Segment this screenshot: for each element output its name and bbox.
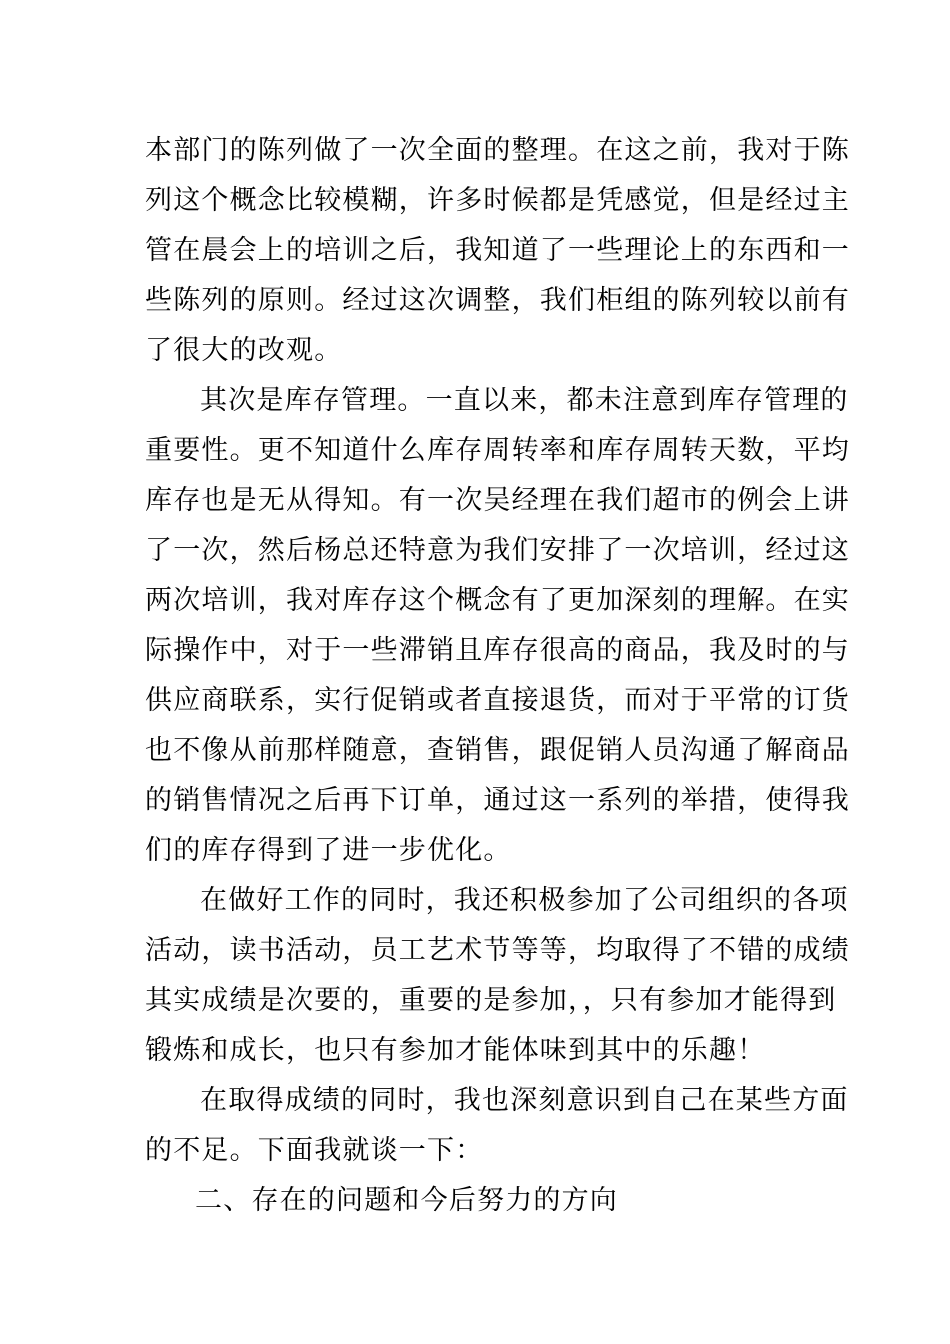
text-line: 其实成绩是次要的，重要的是参加，，只有参加才能得到 bbox=[145, 985, 837, 1016]
paragraph-first-line: 在做好工作的同时，我还积极参加了公司组织的各项 bbox=[200, 885, 849, 916]
paragraph-first-line: 其次是库存管理。一直以来，都未注意到库存管理的 bbox=[200, 385, 849, 416]
text-line: 本部门的陈列做了一次全面的整理。在这之前，我对于陈 bbox=[145, 135, 850, 166]
text-line: 际操作中，对于一些滞销且库存很高的商品，我及时的与 bbox=[145, 635, 850, 666]
text-line: 的销售情况之后再下订单，通过这一系列的举措，使得我 bbox=[145, 785, 850, 816]
paragraph-first-line: 在取得成绩的同时，我也深刻意识到自己在某些方面 bbox=[200, 1085, 849, 1116]
text-line: 重要性。更不知道什么库存周转率和库存周转天数，平均 bbox=[145, 435, 850, 466]
document-body bbox=[145, 126, 850, 1226]
text-line: 了很大的改观。 bbox=[145, 335, 343, 366]
text-line: 锻炼和成长，也只有参加才能体味到其中的乐趣！ bbox=[145, 1035, 766, 1066]
text-line: 两次培训，我对库存这个概念有了更加深刻的理解。在实 bbox=[145, 585, 850, 616]
text-line: 了一次，然后杨总还特意为我们安排了一次培训，经过这 bbox=[145, 535, 850, 566]
section-heading: 二、存在的问题和今后努力的方向 bbox=[195, 1185, 618, 1216]
text-line: 列这个概念比较模糊，许多时候都是凭感觉，但是经过主 bbox=[145, 185, 850, 216]
text-line: 供应商联系，实行促销或者直接退货，而对于平常的订货 bbox=[145, 685, 850, 716]
text-line: 也不像从前那样随意，查销售，跟促销人员沟通了解商品 bbox=[145, 735, 850, 766]
text-line: 管在晨会上的培训之后，我知道了一些理论上的东西和一 bbox=[145, 235, 850, 266]
text-line: 们的库存得到了进一步优化。 bbox=[145, 835, 512, 866]
text-line: 的不足。下面我就谈一下： bbox=[145, 1135, 484, 1166]
text-line: 些陈列的原则。经过这次调整，我们柜组的陈列较以前有 bbox=[145, 285, 850, 316]
text-line: 库存也是无从得知。有一次吴经理在我们超市的例会上讲 bbox=[145, 485, 850, 516]
text-line: 活动，读书活动，员工艺术节等等，均取得了不错的成绩 bbox=[145, 935, 850, 966]
